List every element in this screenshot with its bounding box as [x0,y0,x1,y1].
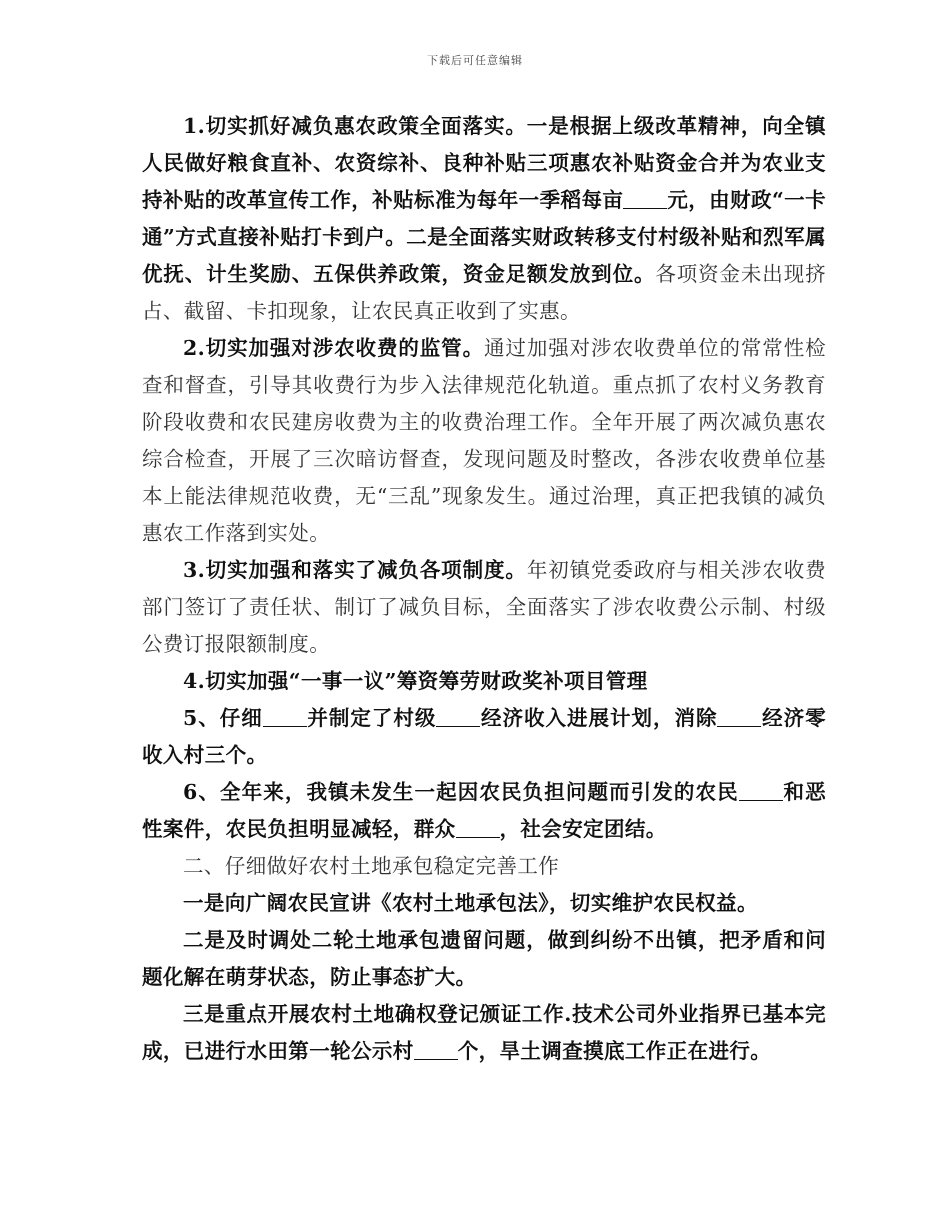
section-heading-2-text: 二、仔细做好农村土地承包稳定完善工作 [183,854,560,878]
document-body [142,108,826,1070]
paragraph-1-bold-b: 元，由财政“一卡通”方式直接补贴打卡到户。二是全面落实财政转移支付村级补贴和烈军属优抚、计生奖励、五保供养政策，资金足额发放到位。 [142,188,826,286]
paragraph-3 [142,552,826,663]
paragraph-1-bold-a: 1.切实抓好减负惠农政策全面落实。一是根据上级改革精神，向全镇人民做好粮食直补、农资综补、良种补贴三项惠农补贴资金合并为农业支持补贴的改革宣传工作，补贴标准为每年一季稻每亩 [142,114,826,212]
paragraph-5-c: 经济收入进展计划，消除 [480,706,718,730]
paragraph-8 [142,885,826,922]
paragraph-5-b: 并制定了村级 [306,706,437,730]
paragraph-6-c: ，社会安定团结。 [499,817,667,841]
paragraph-1 [142,108,826,330]
blank-line [623,188,667,210]
paragraph-2-body: 通过加强对涉农收费单位的常常性检查和督查，引导其收费行为步入法律规范化轨道。重点抓了农村义务教育阶段收费和农民建房收费为主的收费治理工作。全年开展了两次减负惠农综合检查，开展了三次暗访督查，发现问题及时整改，各涉农收费单位基本上能法律规范收费，无“三乱”现象发生。通过治理，真正把我镇的减负惠农工作落到实处。 [142,336,826,545]
paragraph-2 [142,330,826,552]
paragraph-6 [142,774,826,848]
paragraph-1-normal: 各项资金未出现挤占、截留、卡扣现象，让农民真正收到了实惠。 [142,262,826,323]
blank-line [739,780,783,802]
paragraph-3-heading: 3.切实加强和落实了减负各项制度。 [183,558,527,582]
paragraph-6-b: 和恶性案件，农民负担明显减轻，群众 [142,780,826,841]
paragraph-2-heading: 2.切实加强对涉农收费的监管。 [183,336,484,360]
paragraph-5-d: 经济零收入村三个。 [142,706,826,767]
blank-line [456,817,500,839]
paragraph-5-a: 5、仔细 [183,706,263,730]
paragraph-3-body: 年初镇党委政府与相关涉农收费部门签订了责任状、制订了减负目标，全面落实了涉农收费公示制、村级公费订报限额制度。 [142,558,826,656]
paragraph-9-text: 二是及时调处二轮土地承包遗留问题，做到纠纷不出镇，把矛盾和问题化解在萌芽状态，防止事态扩大。 [142,928,826,989]
blank-line [717,706,761,728]
paragraph-5 [142,700,826,774]
paragraph-8-text: 一是向广阔农民宣讲《农村土地承包法》，切实维护农民权益。 [183,891,758,915]
page-header: 下载后可任意编辑 [427,54,523,67]
blank-line [436,706,480,728]
paragraph-4-heading: 4.切实加强“一事一议”筹资筹劳财政奖补项目管理 [183,669,648,693]
blank-line [263,706,307,728]
paragraph-10 [142,996,826,1070]
paragraph-10-a: 三是重点开展农村土地确权登记颁证工作.技术公司外业指界已基本完成，已进行水田第一轮公示村 [142,1002,826,1063]
paragraph-9 [142,922,826,996]
paragraph-10-b: 个，旱土调查摸底工作正在进行。 [457,1039,772,1063]
paragraph-4 [142,663,826,700]
blank-line [414,1039,458,1061]
section-heading-2 [142,848,826,885]
paragraph-6-a: 6、全年来，我镇未发生一起因农民负担问题而引发的农民 [183,780,739,804]
